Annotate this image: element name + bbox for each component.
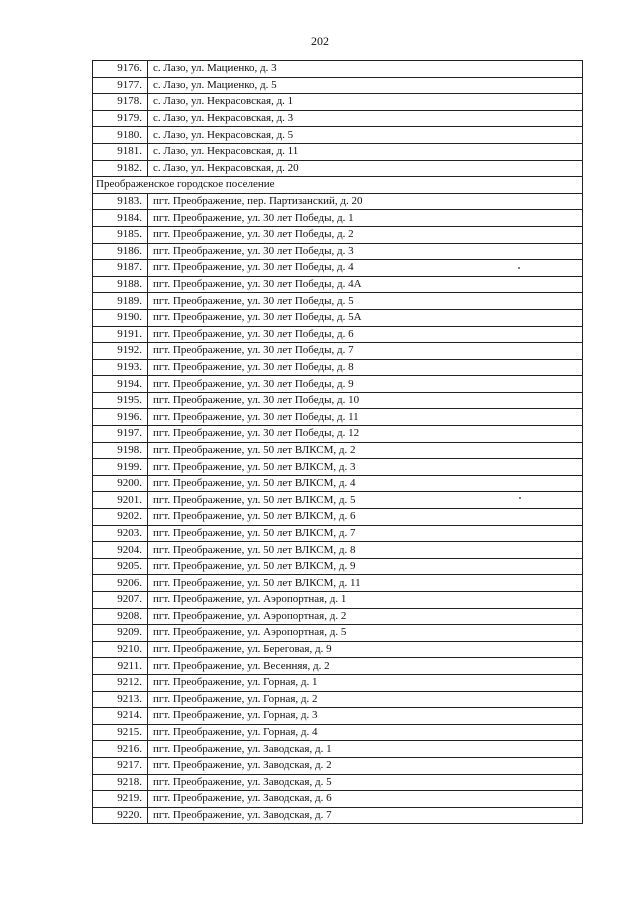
- table-row: [93, 110, 583, 127]
- row-address: пгт. Преображение, ул. Весенняя, д. 2: [148, 658, 583, 675]
- row-address: с. Лазо, ул. Мациенко, д. 5: [148, 77, 583, 94]
- row-number: 9214.: [93, 708, 148, 725]
- table-row: [93, 61, 583, 78]
- row-number: 9206.: [93, 575, 148, 592]
- row-address: пгт. Преображение, ул. Заводская, д. 2: [148, 757, 583, 774]
- row-number: 9194.: [93, 376, 148, 393]
- table-row: [93, 774, 583, 791]
- row-number: 9195.: [93, 392, 148, 409]
- row-number: 9179.: [93, 110, 148, 127]
- row-address: пгт. Преображение, ул. 30 лет Победы, д. 6: [148, 326, 583, 343]
- row-number: 9212.: [93, 674, 148, 691]
- table-row: [93, 592, 583, 609]
- table-row: [93, 309, 583, 326]
- row-address: пгт. Преображение, ул. 50 лет ВЛКСМ, д. 11: [148, 575, 583, 592]
- table-row: [93, 260, 583, 277]
- row-number: 9199.: [93, 459, 148, 476]
- table-row: [93, 143, 583, 160]
- page-number: 202: [311, 34, 329, 48]
- row-number: 9189.: [93, 293, 148, 310]
- row-number: 9208.: [93, 608, 148, 625]
- row-address: пгт. Преображение, ул. Заводская, д. 5: [148, 774, 583, 791]
- row-address: пгт. Преображение, ул. 50 лет ВЛКСМ, д. 8: [148, 542, 583, 559]
- table-row: [93, 757, 583, 774]
- table-row: [93, 691, 583, 708]
- row-number: 9216.: [93, 741, 148, 758]
- row-number: 9177.: [93, 77, 148, 94]
- table-row: [93, 160, 583, 177]
- table-row: [93, 509, 583, 526]
- row-number: 9202.: [93, 509, 148, 526]
- row-address: пгт. Преображение, ул. 50 лет ВЛКСМ, д. 7: [148, 525, 583, 542]
- row-address: пгт. Преображение, пер. Партизанский, д. 20: [148, 193, 583, 210]
- row-address: с. Лазо, ул. Некрасовская, д. 1: [148, 94, 583, 111]
- table-row: [93, 193, 583, 210]
- row-number: 9205.: [93, 558, 148, 575]
- table-row: [93, 226, 583, 243]
- row-number: 9218.: [93, 774, 148, 791]
- row-address: пгт. Преображение, ул. Горная, д. 2: [148, 691, 583, 708]
- row-address: пгт. Преображение, ул. 50 лет ВЛКСМ, д. 6: [148, 509, 583, 526]
- row-address: пгт. Преображение, ул. Береговая, д. 9: [148, 641, 583, 658]
- row-address: пгт. Преображение, ул. 50 лет ВЛКСМ, д. 3: [148, 459, 583, 476]
- row-address: пгт. Преображение, ул. 30 лет Победы, д. 5А: [148, 309, 583, 326]
- row-address: пгт. Преображение, ул. 30 лет Победы, д. 3: [148, 243, 583, 260]
- table-row: [93, 641, 583, 658]
- row-number: 9219.: [93, 791, 148, 808]
- row-number: 9220.: [93, 807, 148, 824]
- row-address: пгт. Преображение, ул. 30 лет Победы, д. 7: [148, 343, 583, 360]
- table-row: [93, 459, 583, 476]
- row-address: с. Лазо, ул. Мациенко, д. 3: [148, 61, 583, 78]
- row-address: пгт. Преображение, ул. Горная, д. 3: [148, 708, 583, 725]
- row-address: с. Лазо, ул. Некрасовская, д. 3: [148, 110, 583, 127]
- table-row: [93, 542, 583, 559]
- table-row: [93, 293, 583, 310]
- row-address: пгт. Преображение, ул. 30 лет Победы, д. 11: [148, 409, 583, 426]
- row-address: пгт. Преображение, ул. Горная, д. 4: [148, 724, 583, 741]
- table-row: [93, 492, 583, 509]
- table-row: [93, 658, 583, 675]
- row-address: пгт. Преображение, ул. Аэропортная, д. 1: [148, 592, 583, 609]
- row-number: 9185.: [93, 226, 148, 243]
- row-number: 9186.: [93, 243, 148, 260]
- row-address: пгт. Преображение, ул. 50 лет ВЛКСМ, д. 9: [148, 558, 583, 575]
- table-row: [93, 608, 583, 625]
- row-address: пгт. Преображение, ул. 50 лет ВЛКСМ, д. 5: [148, 492, 583, 509]
- row-number: 9204.: [93, 542, 148, 559]
- address-table: [92, 60, 583, 824]
- row-number: 9188.: [93, 276, 148, 293]
- row-number: 9211.: [93, 658, 148, 675]
- table-row: [93, 674, 583, 691]
- table-row: [93, 575, 583, 592]
- table-row: [93, 343, 583, 360]
- row-number: 9178.: [93, 94, 148, 111]
- row-address: пгт. Преображение, ул. Аэропортная, д. 2: [148, 608, 583, 625]
- table-row: [93, 77, 583, 94]
- table-row: [93, 127, 583, 144]
- row-number: 9197.: [93, 426, 148, 443]
- row-number: 9213.: [93, 691, 148, 708]
- row-address: с. Лазо, ул. Некрасовская, д. 20: [148, 160, 583, 177]
- row-number: 9198.: [93, 442, 148, 459]
- row-number: 9203.: [93, 525, 148, 542]
- row-number: 9184.: [93, 210, 148, 227]
- table-row: [93, 741, 583, 758]
- row-number: 9190.: [93, 309, 148, 326]
- row-number: 9201.: [93, 492, 148, 509]
- section-row: [93, 177, 583, 194]
- row-address: с. Лазо, ул. Некрасовская, д. 11: [148, 143, 583, 160]
- row-number: 9196.: [93, 409, 148, 426]
- table-row: [93, 475, 583, 492]
- table-row: [93, 807, 583, 824]
- row-number: 9181.: [93, 143, 148, 160]
- row-number: 9187.: [93, 260, 148, 277]
- row-address: пгт. Преображение, ул. 30 лет Победы, д. 9: [148, 376, 583, 393]
- table-row: [93, 426, 583, 443]
- table-row: [93, 724, 583, 741]
- table-row: [93, 392, 583, 409]
- row-address: пгт. Преображение, ул. Заводская, д. 6: [148, 791, 583, 808]
- table-row: [93, 791, 583, 808]
- row-address: пгт. Преображение, ул. 30 лет Победы, д. 4А: [148, 276, 583, 293]
- row-number: 9193.: [93, 359, 148, 376]
- row-address: пгт. Преображение, ул. 50 лет ВЛКСМ, д. 4: [148, 475, 583, 492]
- table-row: [93, 359, 583, 376]
- table-row: [93, 326, 583, 343]
- section-title: Преображенское городское поселение: [93, 177, 583, 194]
- table-row: [93, 243, 583, 260]
- address-table-body: [93, 61, 583, 824]
- row-number: 9183.: [93, 193, 148, 210]
- row-address: пгт. Преображение, ул. 30 лет Победы, д. 1: [148, 210, 583, 227]
- row-address: пгт. Преображение, ул. 30 лет Победы, д. 2: [148, 226, 583, 243]
- row-address: пгт. Преображение, ул. Заводская, д. 7: [148, 807, 583, 824]
- row-address: пгт. Преображение, ул. 30 лет Победы, д. 5: [148, 293, 583, 310]
- row-number: 9209.: [93, 625, 148, 642]
- table-row: [93, 525, 583, 542]
- row-address: пгт. Преображение, ул. 30 лет Победы, д. 4: [148, 260, 583, 277]
- table-row: [93, 94, 583, 111]
- table-row: [93, 409, 583, 426]
- scan-speck: [519, 497, 521, 499]
- table-row: [93, 376, 583, 393]
- row-address: пгт. Преображение, ул. 30 лет Победы, д. 12: [148, 426, 583, 443]
- row-address: пгт. Преображение, ул. Аэропортная, д. 5: [148, 625, 583, 642]
- table-row: [93, 708, 583, 725]
- table-row: [93, 625, 583, 642]
- row-number: 9182.: [93, 160, 148, 177]
- row-number: 9200.: [93, 475, 148, 492]
- table-row: [93, 210, 583, 227]
- row-number: 9180.: [93, 127, 148, 144]
- row-number: 9210.: [93, 641, 148, 658]
- row-number: 9176.: [93, 61, 148, 78]
- row-address: с. Лазо, ул. Некрасовская, д. 5: [148, 127, 583, 144]
- table-row: [93, 558, 583, 575]
- row-address: пгт. Преображение, ул. Заводская, д. 1: [148, 741, 583, 758]
- row-address: пгт. Преображение, ул. 50 лет ВЛКСМ, д. 2: [148, 442, 583, 459]
- row-address: пгт. Преображение, ул. 30 лет Победы, д. 10: [148, 392, 583, 409]
- row-number: 9207.: [93, 592, 148, 609]
- row-number: 9191.: [93, 326, 148, 343]
- table-row: [93, 276, 583, 293]
- scan-speck: [518, 267, 520, 269]
- row-number: 9192.: [93, 343, 148, 360]
- row-number: 9217.: [93, 757, 148, 774]
- row-address: пгт. Преображение, ул. Горная, д. 1: [148, 674, 583, 691]
- table-row: [93, 442, 583, 459]
- row-number: 9215.: [93, 724, 148, 741]
- row-address: пгт. Преображение, ул. 30 лет Победы, д. 8: [148, 359, 583, 376]
